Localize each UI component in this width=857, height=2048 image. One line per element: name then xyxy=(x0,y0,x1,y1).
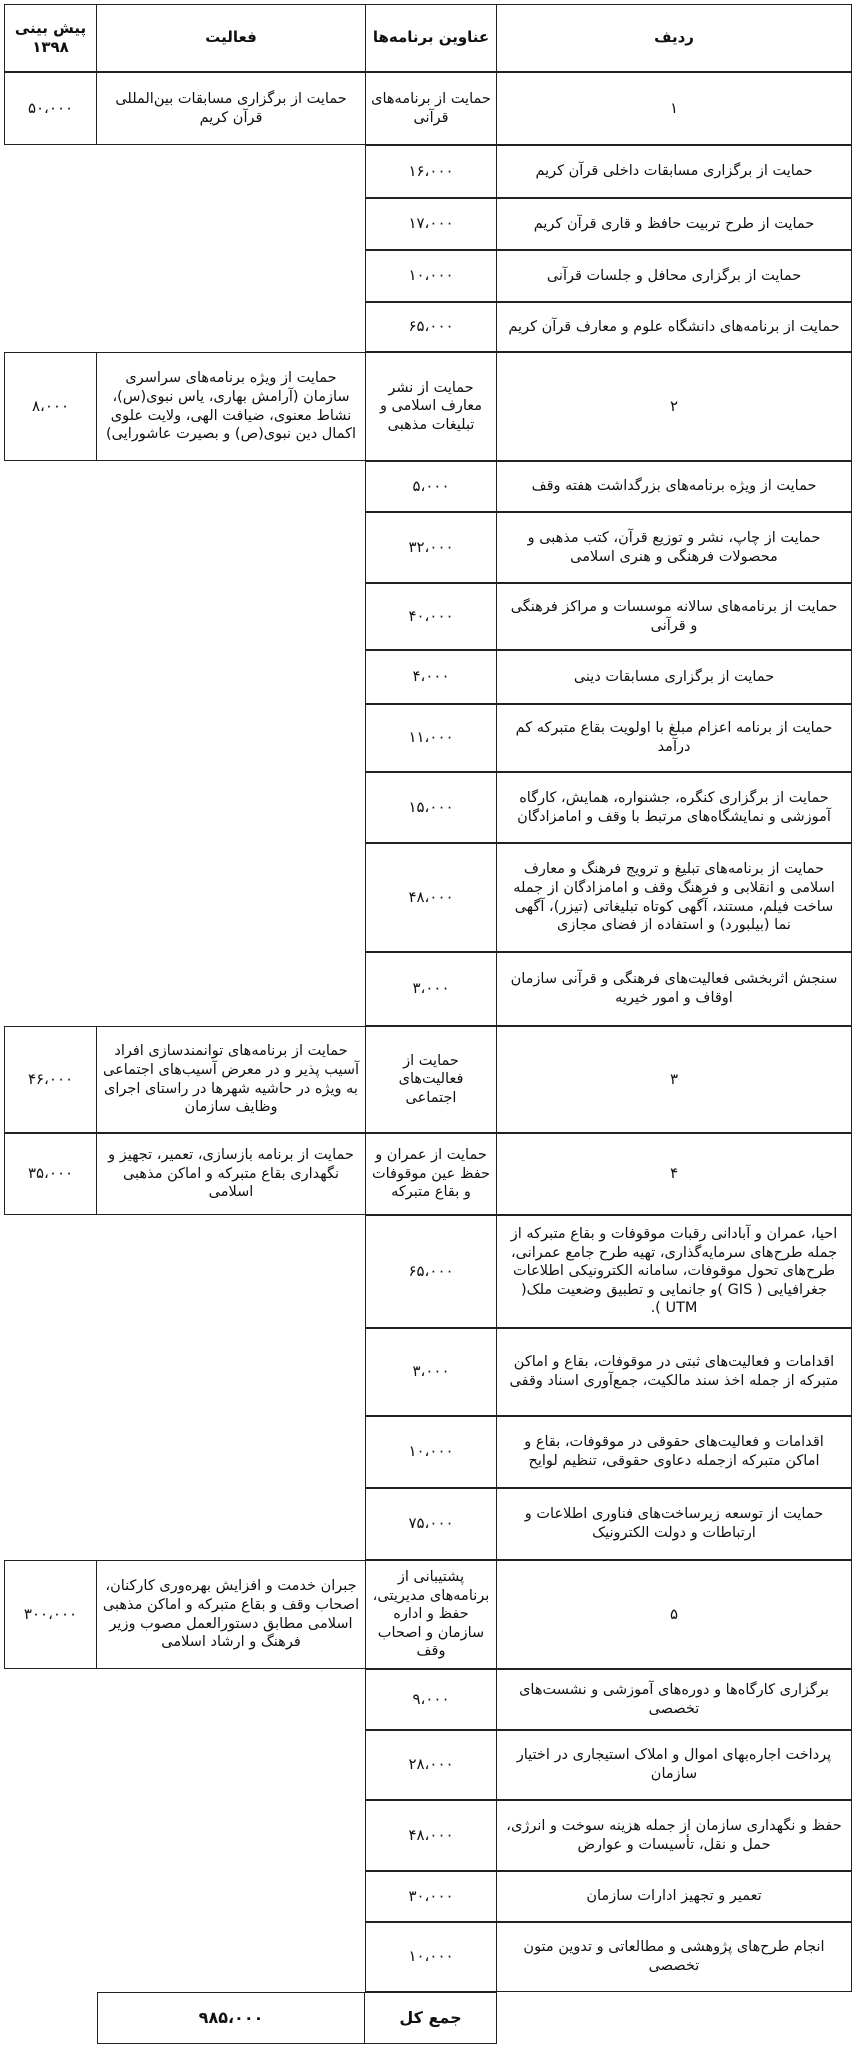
group-row: ۲ xyxy=(497,352,852,461)
header-activity: فعالیت xyxy=(97,4,365,72)
item-description: حمایت از برنامه‌های دانشگاه علوم و معارف قرآن کریم xyxy=(497,302,852,352)
item-description: حمایت از برگزاری مسابقات داخلی قرآن کریم xyxy=(497,145,852,198)
item-amount: ۴،۰۰۰ xyxy=(365,650,497,704)
item-amount: ۱۰،۰۰۰ xyxy=(365,250,497,302)
item-description: اقدامات و فعالیت‌های ثبتی در موقوفات، بقاع و اماکن متبرکه از جمله اخذ سند مالکیت، جمع‌آوری اسناد وقفی xyxy=(497,1328,852,1416)
total-amount: ۹۸۵،۰۰۰ xyxy=(97,1992,365,2044)
item-description: حمایت از برگزاری کنگره، جشنواره، همایش، کارگاه آموزشی و نمایشگاه‌های مرتبط با وقف و امامزادگان xyxy=(497,772,852,843)
item-description: حمایت از ویژه برنامه‌های بزرگداشت هفته وقف xyxy=(497,461,852,512)
total-label: جمع کل xyxy=(365,1992,497,2044)
item-amount: ۳۲،۰۰۰ xyxy=(365,512,497,583)
item-description: حفظ و نگهداری سازمان از جمله هزینه سوخت و انرژی، حمل و نقل، تأسیسات و عوارض xyxy=(497,1800,852,1871)
group-program: حمایت از فعالیت‌های اجتماعی xyxy=(365,1026,497,1133)
item-description: احیا، عمران و آبادانی رقبات موقوفات و بقاع متبرکه از جمله طرح‌های سرمایه‌گذاری، تهیه طرح جامع عمرانی، طرح‌های تحول موقوفات، سامانه الکترونیکی اطلاعات جغرافیایی ( GIS )و جانمایی و تطبیق وضعیت ملک( UTM ). xyxy=(497,1215,852,1328)
item-description: حمایت از برگزاری مسابقات دینی xyxy=(497,650,852,704)
item-amount: ۱۱،۰۰۰ xyxy=(365,704,497,772)
item-description: حمایت از توسعه زیرساخت‌های فناوری اطلاعات و ارتباطات و دولت الکترونیک xyxy=(497,1488,852,1560)
group-program: پشتیبانی از برنامه‌های مدیریتی، حفظ و اداره سازمان و اصحاب وقف xyxy=(365,1560,497,1669)
group-activity: حمایت از برگزاری مسابقات بین‌المللی قرآن کریم xyxy=(97,72,365,145)
item-amount: ۴۰،۰۰۰ xyxy=(365,583,497,650)
group-row: ۱ xyxy=(497,72,852,145)
group-activity: جبران خدمت و افزایش بهره‌وری کارکنان، اصحاب وقف و بقاع متبرکه و اماکن مذهبی اسلامی مطابق دستورالعمل مصوب وزیر فرهنگ و ارشاد اسلامی xyxy=(97,1560,365,1669)
item-description: سنجش اثربخشی فعالیت‌های فرهنگی و قرآنی سازمان اوقاف و امور خیریه xyxy=(497,952,852,1026)
group-amount: ۸،۰۰۰ xyxy=(4,352,97,461)
item-amount: ۶۵،۰۰۰ xyxy=(365,302,497,352)
item-amount: ۱۵،۰۰۰ xyxy=(365,772,497,843)
item-description: پرداخت اجاره‌بهای اموال و املاک استیجاری در اختیار سازمان xyxy=(497,1730,852,1800)
group-activity: حمایت از برنامه‌های توانمندسازی افراد آسیب پذیر و در معرض آسیب‌های اجتماعی به ویژه در حاشیه شهرها در راستای اجرای وظایف سازمان xyxy=(97,1026,365,1133)
group-program: حمایت از عمران و حفظ عین موقوفات و بقاع متبرکه xyxy=(365,1133,497,1215)
group-row: ۵ xyxy=(497,1560,852,1669)
group-amount: ۳۵،۰۰۰ xyxy=(4,1133,97,1215)
group-program: حمایت از نشر معارف اسلامی و تبلیغات مذهبی xyxy=(365,352,497,461)
item-description: برگزاری کارگاه‌ها و دوره‌های آموزشی و نشست‌های تخصصی xyxy=(497,1669,852,1730)
group-activity: حمایت از ویژه برنامه‌های سراسری سازمان (آرامش بهاری، یاس نبوی(س)، نشاط معنوی، ضیافت الهی، ولایت علوی اکمال دین نبوی(ص) و بصیرت عاشورایی) xyxy=(97,352,365,461)
item-amount: ۳،۰۰۰ xyxy=(365,1328,497,1416)
item-description: حمایت از برنامه‌های تبلیغ و ترویج فرهنگ و معارف اسلامی و انقلابی و فرهنگ وقف و امامزادگان از جمله ساخت فیلم، مستند، آگهی کوتاه تبلیغاتی (تیزر)، آگهی نما (بیلبورد) و استفاده از فضای مجازی xyxy=(497,843,852,952)
item-description: حمایت از برنامه‌های سالانه موسسات و مراکز فرهنگی و قرآنی xyxy=(497,583,852,650)
item-description: حمایت از برگزاری محافل و جلسات قرآنی xyxy=(497,250,852,302)
item-amount: ۳،۰۰۰ xyxy=(365,952,497,1026)
item-description: انجام طرح‌های پژوهشی و مطالعاتی و تدوین متون تخصصی xyxy=(497,1922,852,1992)
item-amount: ۱۶،۰۰۰ xyxy=(365,145,497,198)
item-amount: ۱۰،۰۰۰ xyxy=(365,1416,497,1488)
item-amount: ۷۵،۰۰۰ xyxy=(365,1488,497,1560)
item-amount: ۴۸،۰۰۰ xyxy=(365,843,497,952)
header-program: عناوین برنامه‌ها xyxy=(365,4,497,72)
item-amount: ۱۰،۰۰۰ xyxy=(365,1922,497,1992)
item-description: حمایت از طرح تربیت حافظ و قاری قرآن کریم xyxy=(497,198,852,250)
item-description: حمایت از برنامه اعزام مبلغ با اولویت بقاع متبرکه کم درآمد xyxy=(497,704,852,772)
header-row: ردیف xyxy=(497,4,852,72)
item-amount: ۱۷،۰۰۰ xyxy=(365,198,497,250)
group-row: ۴ xyxy=(497,1133,852,1215)
group-row: ۳ xyxy=(497,1026,852,1133)
group-amount: ۳۰۰،۰۰۰ xyxy=(4,1560,97,1669)
item-amount: ۵،۰۰۰ xyxy=(365,461,497,512)
header-forecast: پیش بینی ۱۳۹۸ xyxy=(4,4,97,72)
item-amount: ۳۰،۰۰۰ xyxy=(365,1871,497,1922)
item-description: تعمیر و تجهیز ادارات سازمان xyxy=(497,1871,852,1922)
item-amount: ۴۸،۰۰۰ xyxy=(365,1800,497,1871)
item-description: حمایت از چاپ، نشر و توزیع قرآن، کتب مذهبی و محصولات فرهنگی و هنری اسلامی xyxy=(497,512,852,583)
group-program: حمایت از برنامه‌های قرآنی xyxy=(365,72,497,145)
item-amount: ۶۵،۰۰۰ xyxy=(365,1215,497,1328)
group-activity: حمایت از برنامه بازسازی، تعمیر، تجهیز و نگهداری بقاع متبرکه و اماکن مذهبی اسلامی xyxy=(97,1133,365,1215)
item-amount: ۲۸،۰۰۰ xyxy=(365,1730,497,1800)
item-description: اقدامات و فعالیت‌های حقوقی در موقوفات، بقاع و اماکن متبرکه ازجمله دعاوی حقوقی، تنظیم لوایح xyxy=(497,1416,852,1488)
item-amount: ۹،۰۰۰ xyxy=(365,1669,497,1730)
group-amount: ۵۰،۰۰۰ xyxy=(4,72,97,145)
group-amount: ۴۶،۰۰۰ xyxy=(4,1026,97,1133)
